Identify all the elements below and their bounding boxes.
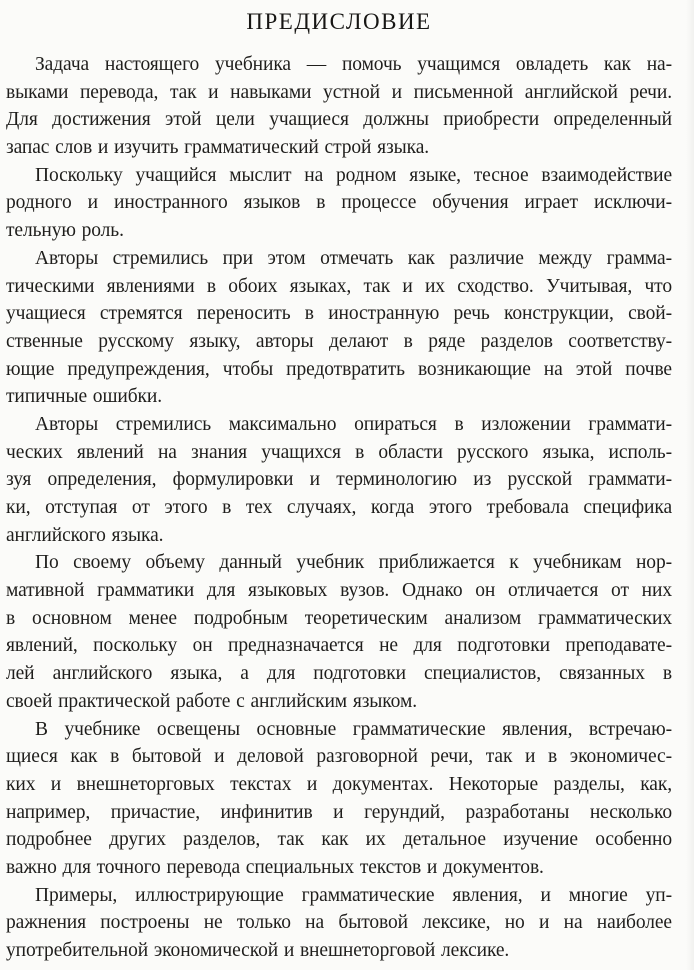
text-line: английского языка. <box>6 524 164 546</box>
text-line: употребительной экономической и внешнеторговой лексике. <box>6 940 510 961</box>
text-line: типичные ошибки. <box>6 386 163 408</box>
text-line: щиеся как в бытовой и деловой разговорной речи, так и в экономичес- <box>6 746 672 768</box>
text-line: Для достижения этой цели учащиеся должны приобрести определенный <box>6 109 672 131</box>
text-line: явлений, поскольку он предназначается не для подготовки преподавате- <box>6 635 672 657</box>
page-title: ПРЕДИСЛОВИЕ <box>246 9 432 34</box>
text-line: Авторы стремились максимально опираться в изложении граммати- <box>35 413 672 435</box>
text-line: подробнее других разделов, так как их детальное изучение особенно <box>6 829 672 851</box>
text-line: Примеры, иллюстрирующие грамматические явления, и многие уп- <box>35 884 672 906</box>
text-line: По своему объему данный учебник приближается к учебникам нор- <box>35 552 672 574</box>
text-line: тельную роль. <box>6 220 124 242</box>
paragraph <box>6 549 672 715</box>
text-line: зуя определения, формулировки и терминологию из русской граммати- <box>6 469 672 491</box>
paragraph <box>6 882 672 965</box>
text-line: Задача настоящего учебника — помочь учащимся овладеть как на- <box>35 54 672 75</box>
paragraph <box>6 245 672 411</box>
text-line: например, причастие, инфинитив и герундий, разработаны несколько <box>6 801 672 823</box>
paragraph <box>6 51 672 162</box>
text-line: родного и иностранного языков в процессе обучения играет исключи- <box>6 192 672 214</box>
text-line: Поскольку учащийся мыслит на родном языке, тесное взаимодействие <box>35 164 672 186</box>
text-line: Авторы стремились при этом отмечать как различие между грамма- <box>35 247 672 269</box>
paragraph <box>6 716 672 882</box>
text-line: В учебнике освещены основные грамматические явления, встречаю- <box>35 718 672 740</box>
text-line: ких и внешнеторговых текстах и документах. Некоторые разделы, как, <box>6 773 672 795</box>
text-line: мативной грамматики для языковых вузов. Однако он отличается от них <box>6 580 672 602</box>
paragraph <box>6 411 672 549</box>
text-line: ющие предупреждения, чтобы предотвратить возникающие на этой почве <box>6 358 672 380</box>
text-line: важно для точного перевода специальных текстов и документов. <box>6 856 544 878</box>
text-line: своей практической работе с английским языком. <box>6 690 417 712</box>
preface-text <box>0 51 694 965</box>
text-line: ражнения построены не только на бытовой лексике, но и на наиболее <box>6 912 672 934</box>
text-line: тическими явлениями в обоих языках, так и их сходство. Учитывая, что <box>6 275 672 297</box>
text-line: в основном менее подробным теоретическим анализом грамматических <box>6 607 672 629</box>
text-line: ственные русскому языку, авторы делают в ряде разделов соответству- <box>6 330 672 352</box>
text-line: выками перевода, так и навыками устной и письменной английской речи. <box>6 81 672 103</box>
text-line: запас слов и изучить грамматический строй языка. <box>6 137 430 159</box>
text-line: ки, отступая от этого в тех случаях, когда этого требовала специфика <box>6 497 672 518</box>
text-line: ческих явлений на знания учащихся в области русского языка, исполь- <box>6 441 672 463</box>
paragraph <box>6 162 672 245</box>
text-line: лей английского языка, а для подготовки специалистов, связанных в <box>6 663 672 685</box>
text-line: учащиеся стремятся переносить в иностранную речь конструкции, свой- <box>6 303 672 325</box>
